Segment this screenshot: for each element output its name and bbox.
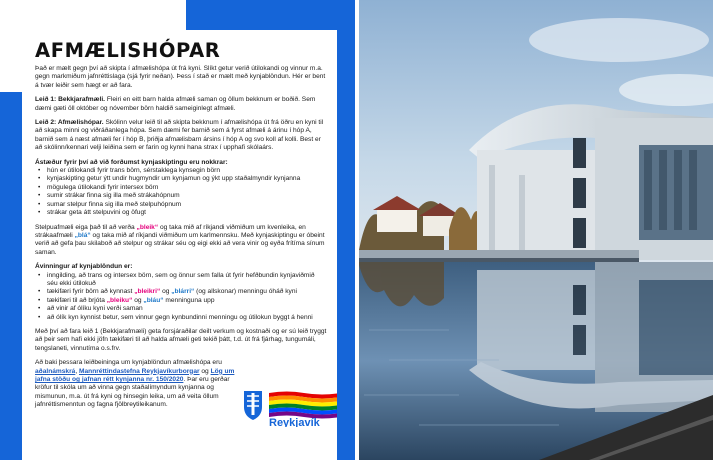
- logo-text: Reykjavík: [269, 417, 320, 428]
- list-item: • að ólík kyn kynnist betur, sem vinnur gegn kynbundinni menningu og útilokun byggt á henni: [35, 314, 327, 322]
- reykjavik-logo-graphic: [242, 389, 337, 427]
- list-item: • strákar geta átt stelpuvini og öfugt: [35, 209, 327, 217]
- reykjavik-logo: [242, 389, 337, 427]
- reasons-list: [35, 167, 327, 217]
- blue-term: „bláu“: [143, 296, 164, 304]
- list-item: • sumar stelpur finna sig illa með stelpuhópnum: [35, 201, 327, 209]
- footer-lead: Að baki þessara leiðbeininga um kynjablöndun afmælishópa eru: [35, 359, 222, 367]
- footer-paragraph: [35, 368, 235, 410]
- blue-term: „blá“: [74, 231, 91, 239]
- reasons-heading: Ástæður fyrir því að við forðumst kynjaskiptingu eru nokkrar:: [35, 158, 228, 166]
- option-2-paragraph: [35, 119, 327, 153]
- footer-separator: ,: [75, 367, 79, 375]
- link-human-rights-policy[interactable]: Mannréttindastefna Reykjavíkurborgar: [79, 367, 200, 375]
- option-1-text: Fleiri en eitt barn halda afmæli saman og öllum bekknum er boðið. Sem dæmi gæti öll október og nóvember börn haldið sameiginlegt afmæli.: [35, 96, 316, 112]
- stereotype-text-3: og taka mið af ríkjandi viðmiðum um karlmennsku. Með kynjaskiptingu er óbeint verið að gefa þau skilaboð að stelpur og strákar séu og eigi ekki að vera vinir og eyða frítíma sínum saman.: [35, 231, 325, 256]
- footer-section: [35, 359, 327, 428]
- benefit-text: og: [132, 296, 144, 304]
- city-crest-icon: [244, 391, 262, 420]
- stereotype-paragraph: [35, 224, 327, 258]
- pink-term: „bleiku“: [106, 296, 133, 304]
- pink-term: „bleik“: [136, 223, 159, 231]
- page-title: AFMÆLISHÓPAR: [35, 39, 221, 62]
- link-curriculum[interactable]: aðalnámskrá: [35, 367, 76, 375]
- stereotype-text-2: og taka mið af ríkjandi viðmiðum um kvenleika, en strákaafmæli: [35, 223, 306, 239]
- footer-separator: og: [199, 367, 211, 375]
- frame-right-bar: [337, 0, 355, 460]
- option-2-text: Skólinn velur leið til að skipta bekknum í afmælishópa út frá öðru en kyni til að skapa minni og viðráðanlega hópa. Sem dæmi fer barnið sem á fyrst afmæli á árinu í hóp A, barnið sem á næst afmæli fer í hóp B, þriðja afmælisbarn ársins í hóp A og svo koll af kolli. Best er að skólinn/kennari velji leiðina sem er farin og kynni hana strax í upphafi skólaárs.: [35, 119, 324, 152]
- frame-top-bar: [186, 0, 355, 30]
- option-2-label: Leið 2: Afmælishópar.: [35, 119, 104, 127]
- benefit-text: menninguna upp: [163, 296, 215, 304]
- city-hall-photo-graphic: [359, 0, 713, 460]
- blue-term: „blárri“: [171, 288, 195, 296]
- benefit-text: (og allskonar) menningu óháð kyni: [194, 288, 297, 296]
- rainbow-flag-icon: [269, 392, 337, 419]
- pink-term: „bleikri“: [134, 288, 161, 296]
- conclusion-paragraph: Með því að fara leið 1 (Bekkjarafmæli) geta forsjáraðilar deilt verkum og kostnaði og er sú leið tryggt að þeir sem hafi ekki jöfn tækifæri til að halda afmæli geti tekið þátt, t.d. út frá fjárhag, tungumáli, tengslaneti, vinnutíma o.s.frv.: [35, 327, 327, 352]
- benefit-text: og: [160, 288, 172, 296]
- list-item: • kynjaskipting getur ýtt undir hugmyndir um kynjamun og ýkt upp staðalmyndir kynjanna: [35, 175, 327, 183]
- footer-tail: . Þar eru gerðar kröfur til skóla um að vinna gegn staðalímyndum kynjanna og mismunun, m.a. út frá kyni og hinsegin leika, um að veita öllum jafnréttismenntun og fagna fjölbreytileikanum.: [35, 376, 230, 409]
- list-item: [35, 288, 327, 296]
- frame-left-bar: [0, 92, 22, 460]
- link-equality-law[interactable]: Lög um jafna stöðu og jafnan rétt kynjanna nr. 150/2020: [35, 367, 235, 383]
- stereotype-text-1: Stelpuafmæli eiga það til að verða: [35, 223, 137, 231]
- list-item: • að vinir af ólíku kyni verði saman: [35, 305, 327, 313]
- intro-paragraph: Það er mælt gegn því að skipta í afmælishópa út frá kyni. Slíkt getur verið útilokandi og vinnur m.a. gegn markmiðum jafnréttislaga (sjá fyrir neðan). Þess í stað er mælt með kynjablöndun. Hér er bent á tvær leiðir sem hægt er að fara.: [35, 65, 326, 89]
- document-frame: [0, 0, 355, 460]
- option-1-paragraph: [35, 96, 327, 113]
- list-item: [35, 297, 327, 305]
- benefit-text: tækifæri til að brjóta: [47, 296, 107, 304]
- benefits-list: [35, 272, 327, 322]
- city-hall-photo: [359, 0, 713, 460]
- list-item: • inngilding, að trans og intersex börn, sem og önnur sem falla út fyrir hefðbundin kynjaviðmið séu ekki útilokuð: [35, 272, 327, 289]
- benefit-text: tækifæri fyrir börn að kynnast: [47, 288, 135, 296]
- option-1-label: Leið 1: Bekkjarafmæli.: [35, 96, 105, 104]
- document-panel: [22, 30, 337, 460]
- list-item: • sumir strákar finna sig illa með strákahópnum: [35, 192, 327, 200]
- list-item: • hún er útilokandi fyrir trans börn, sérstaklega kynsegin börn: [35, 167, 327, 175]
- list-item: • mögulega útilokandi fyrir intersex börn: [35, 184, 327, 192]
- benefits-heading: Ávinningur af kynjablöndun er:: [35, 263, 133, 271]
- cloud: [529, 18, 709, 62]
